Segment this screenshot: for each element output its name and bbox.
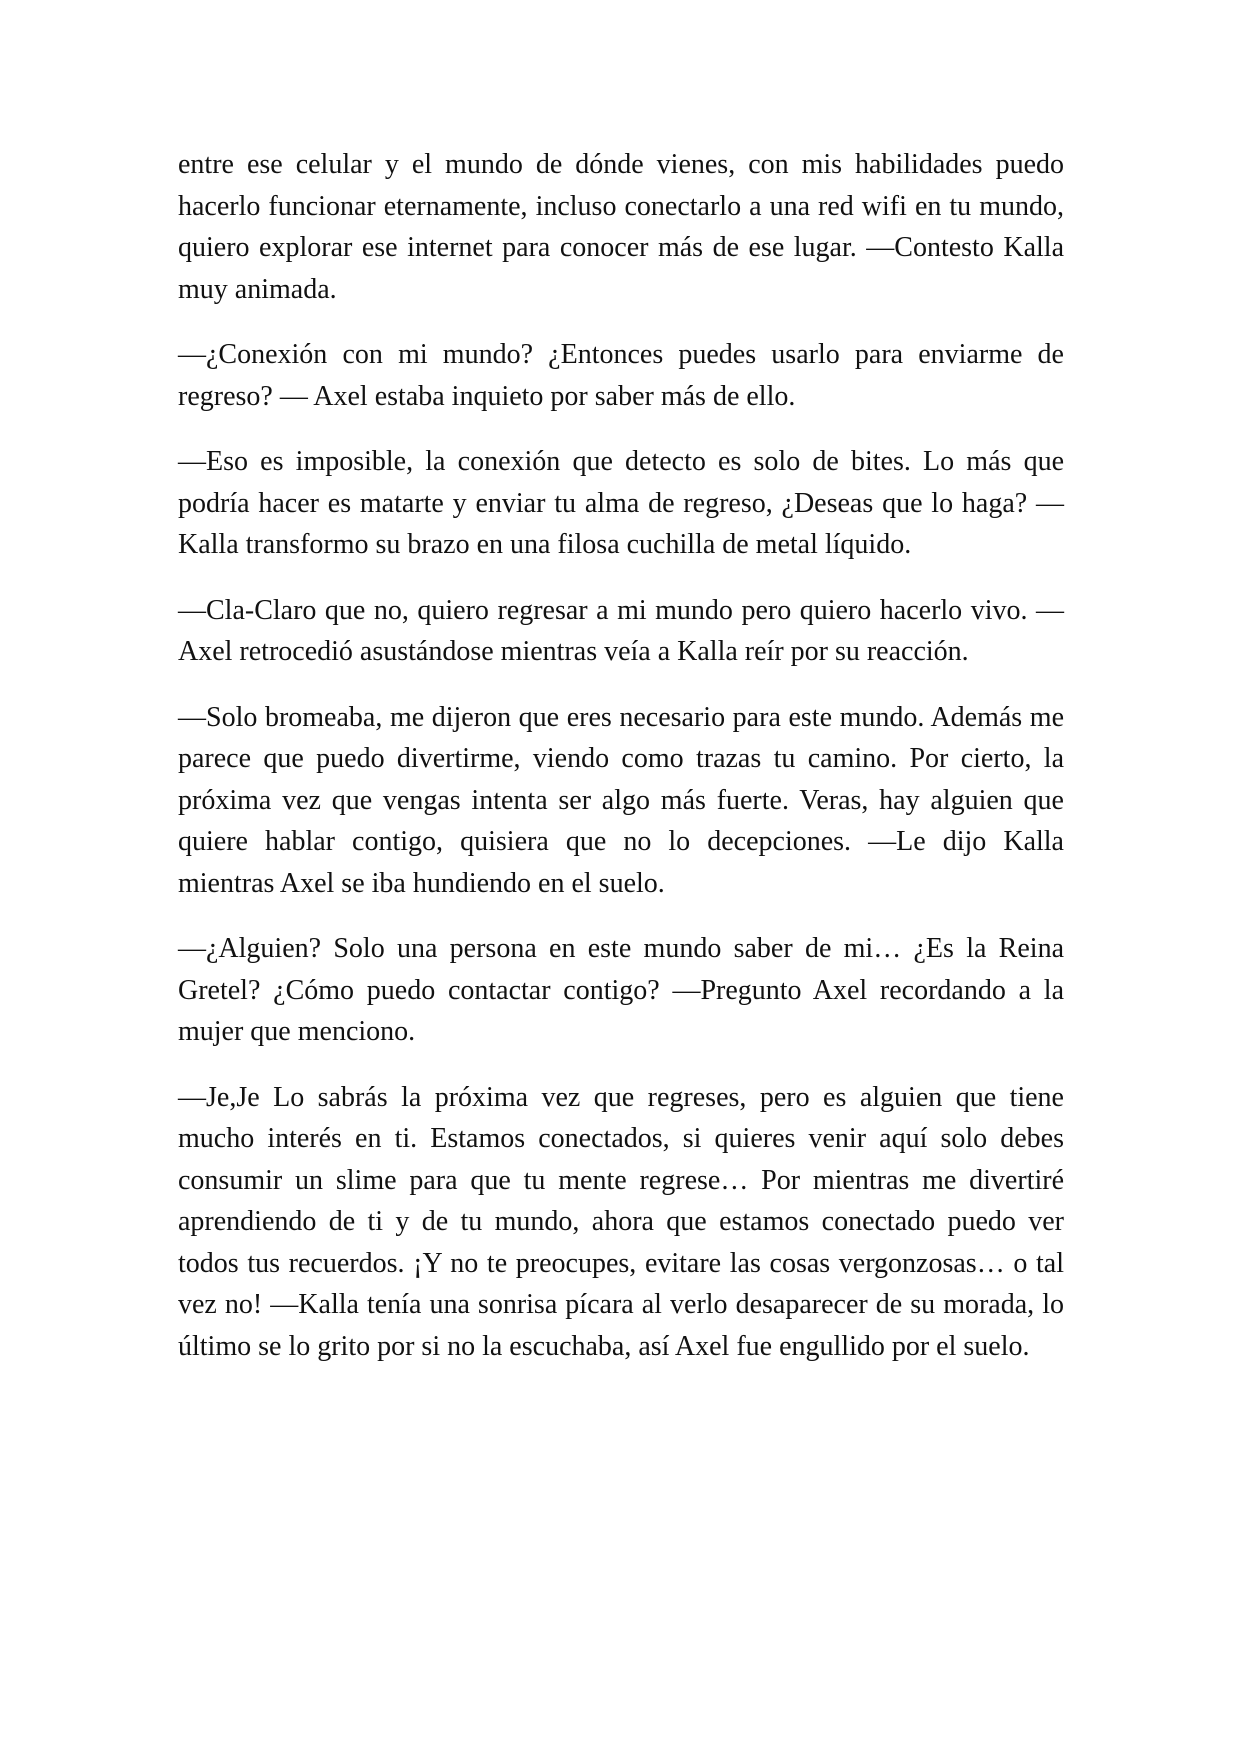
paragraph-4: —Cla-Claro que no, quiero regresar a mi mundo pero quiero hacerlo vivo. — Axel retrocedió asustándose mientras veía a Kalla reír por su reacción. — [178, 594, 1064, 667]
body-text — [178, 144, 1064, 1391]
paragraph-3: —Eso es imposible, la conexión que detecto es solo de bites. Lo más que podría hacer es matarte y enviar tu alma de regreso, ¿Deseas que lo haga? —Kalla transformo su brazo en una filosa cuchilla de metal líquido. — [178, 446, 1064, 560]
paragraph-7: —Je,Je Lo sabrás la próxima vez que regreses, pero es alguien que tiene mucho interés en ti. Estamos conectados, si quieres venir aquí solo debes consumir un slime para que tu mente regrese… Por mientras me divertiré aprendiendo de ti y de tu mundo, ahora que estamos conectado puedo ver todos tus recuerdos. ¡Y no te preocupes, evitare las cosas vergonzosas… o tal vez no! —Kalla tenía una sonrisa pícara al verlo desaparecer de su morada, lo último se lo grito por si no la escuchaba, así Axel fue engullido por el suelo. — [178, 1081, 1064, 1362]
paragraph-5: —Solo bromeaba, me dijeron que eres necesario para este mundo. Además me parece que puedo divertirme, viendo como trazas tu camino. Por cierto, la próxima vez que vengas intenta ser algo más fuerte. Veras, hay alguien que quiere hablar contigo, quisiera que no lo decepciones. —Le dijo Kalla mientras Axel se iba hundiendo en el suelo. — [178, 701, 1064, 899]
paragraph-2: —¿Conexión con mi mundo? ¿Entonces puedes usarlo para enviarme de regreso? — Axel estaba inquieto por saber más de ello. — [178, 339, 1064, 412]
paragraph-6: —¿Alguien? Solo una persona en este mundo saber de mi… ¿Es la Reina Gretel? ¿Cómo puedo contactar contigo? —Pregunto Axel recordando a la mujer que menciono. — [178, 933, 1064, 1047]
paragraph-1: entre ese celular y el mundo de dónde vienes, con mis habilidades puedo hacerlo funcionar eternamente, incluso conectarlo a una red wifi en tu mundo, quiero explorar ese internet para conocer más de ese lugar. —Contesto Kalla muy animada. — [178, 149, 1064, 305]
